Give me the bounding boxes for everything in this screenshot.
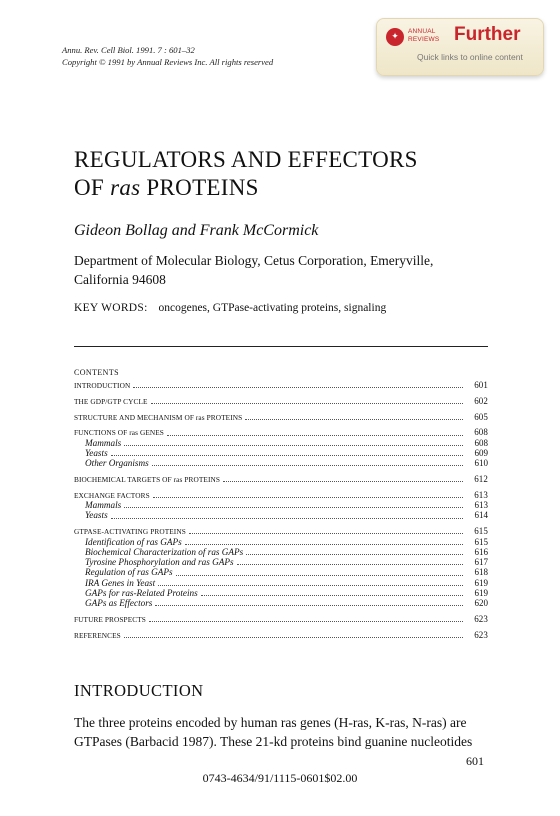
toc-entry-label: IRA Genes in Yeast <box>85 577 156 588</box>
toc-leader-dots <box>245 418 463 420</box>
toc-entry[interactable] <box>74 630 488 640</box>
toc-entry-page: 609 <box>474 447 488 458</box>
toc-entry-page: 617 <box>474 557 488 568</box>
toc-leader-dots <box>155 604 463 606</box>
toc-leader-dots <box>124 636 463 638</box>
toc-entry[interactable] <box>74 557 488 567</box>
affiliation <box>74 251 484 289</box>
toc-entry-label: REFERENCES <box>74 630 121 640</box>
toc-leader-dots <box>111 517 463 519</box>
toc-entry-page: 613 <box>474 500 488 511</box>
toc-entry[interactable] <box>74 412 488 422</box>
authors: Gideon Bollag and Frank McCormick <box>74 222 319 239</box>
affiliation-line-1: Department of Molecular Biology, Cetus Corporation, Emeryville, <box>74 253 434 268</box>
toc-entry-label: GAPs for ras-Related Proteins <box>85 588 198 599</box>
toc-entry-page: 615 <box>474 526 488 537</box>
toc-entry[interactable] <box>74 526 488 536</box>
toc-leader-dots <box>246 553 463 555</box>
toc-entry[interactable] <box>74 448 488 458</box>
toc-entry-page: 615 <box>474 536 488 547</box>
toc-entry[interactable] <box>74 588 488 598</box>
keywords <box>74 302 386 314</box>
citation-line-2: Copyright © 1991 by Annual Reviews Inc. All rights reserved <box>62 57 274 67</box>
toc-entry[interactable] <box>74 380 488 390</box>
toc-entry-label: EXCHANGE FACTORS <box>74 490 150 500</box>
title-line-2-post: PROTEINS <box>140 175 259 200</box>
toc-entry[interactable] <box>74 537 488 547</box>
toc-entry-label: FUTURE PROSPECTS <box>74 615 146 625</box>
banner-brand <box>408 28 439 43</box>
toc-entry-label: INTRODUCTION <box>74 381 131 390</box>
toc-entry-label: Tyrosine Phosphorylation and ras GAPs <box>85 557 234 568</box>
toc-entry[interactable] <box>74 500 488 510</box>
table-of-contents <box>74 380 488 640</box>
affiliation-line-2: California 94608 <box>74 272 166 287</box>
toc-entry-label: GAPs as Effectors <box>85 598 153 609</box>
toc-entry-page: 619 <box>474 588 488 599</box>
toc-entry[interactable] <box>74 510 488 520</box>
toc-entry-label: Biochemical Characterization of ras GAPs <box>85 546 244 557</box>
page-number: 601 <box>466 754 484 768</box>
banner-brand-line-1: ANNUAL <box>408 28 436 35</box>
toc-leader-dots <box>149 620 463 622</box>
toc-entry-label: Mammals <box>85 437 122 448</box>
toc-entry-label: Yeasts <box>85 447 108 458</box>
banner-brand-line-2: REVIEWS <box>408 35 440 43</box>
toc-leader-dots <box>151 402 463 404</box>
toc-entry-page: 608 <box>474 427 488 438</box>
toc-entry-label: Regulation of ras GAPs <box>85 567 173 578</box>
banner-subtitle: Quick links to online content <box>417 52 523 62</box>
title-line-2-italic: ras <box>110 175 141 200</box>
toc-leader-dots <box>223 480 463 482</box>
toc-entry-label: STRUCTURE AND MECHANISM OF ras PROTEINS <box>74 412 243 422</box>
toc-entry[interactable] <box>74 567 488 577</box>
toc-entry-label: Mammals <box>85 500 122 511</box>
toc-entry-label: Identification of ras GAPs <box>85 536 182 547</box>
toc-entry-page: 612 <box>474 474 488 485</box>
body-text <box>74 713 488 751</box>
toc-leader-dots <box>111 454 463 456</box>
toc-entry-label: THE GDP/GTP CYCLE <box>74 396 148 406</box>
toc-entry-page: 619 <box>474 577 488 588</box>
toc-leader-dots <box>185 543 463 545</box>
toc-leader-dots <box>133 386 463 388</box>
toc-entry-page: 601 <box>474 380 488 390</box>
toc-entry-page: 623 <box>474 629 488 640</box>
toc-leader-dots <box>237 563 463 565</box>
body-line-2: GTPases (Barbacid 1987). These 21-kd proteins bind guanine nucleotides <box>74 734 473 749</box>
toc-leader-dots <box>124 506 463 508</box>
toc-entry-page: 618 <box>474 567 488 578</box>
further-links-banner[interactable] <box>376 18 544 76</box>
toc-leader-dots <box>201 594 463 596</box>
toc-entry[interactable] <box>74 458 488 468</box>
toc-entry[interactable] <box>74 396 488 406</box>
toc-leader-dots <box>189 532 463 534</box>
citation-line-1: Annu. Rev. Cell Biol. 1991. 7 : 601–32 <box>62 45 195 55</box>
toc-entry-page: 608 <box>474 437 488 448</box>
toc-entry-page: 605 <box>474 411 488 422</box>
toc-leader-dots <box>176 574 463 576</box>
toc-entry[interactable] <box>74 427 488 437</box>
footer-code: 0743-4634/91/1115-0601$02.00 <box>202 771 358 785</box>
toc-leader-dots <box>153 496 463 498</box>
banner-further-label: Further <box>454 24 521 45</box>
toc-leader-dots <box>158 584 463 586</box>
toc-entry[interactable] <box>74 490 488 500</box>
toc-entry[interactable] <box>74 578 488 588</box>
title-line-2 <box>74 174 418 202</box>
contents-label: CONTENTS <box>74 368 119 377</box>
toc-entry-page: 602 <box>474 395 488 406</box>
toc-entry-label: GTPASE-ACTIVATING PROTEINS <box>74 527 186 537</box>
toc-entry-label: FUNCTIONS OF ras GENES <box>74 428 164 438</box>
toc-entry-page: 616 <box>474 546 488 557</box>
toc-entry-page: 610 <box>474 458 488 469</box>
toc-entry[interactable] <box>74 614 488 624</box>
section-divider <box>74 346 488 347</box>
keywords-value: oncogenes, GTPase-activating proteins, signaling <box>158 302 387 314</box>
toc-entry-page: 613 <box>474 489 488 500</box>
introduction-heading: INTRODUCTION <box>74 681 204 700</box>
title-line-1: REGULATORS AND EFFECTORS <box>74 147 418 172</box>
keywords-label: KEY WORDS: <box>74 302 148 314</box>
toc-entry-page: 623 <box>474 614 488 625</box>
toc-entry[interactable] <box>74 438 488 448</box>
toc-leader-dots <box>152 464 463 466</box>
toc-entry[interactable] <box>74 474 488 484</box>
journal-citation <box>62 44 273 68</box>
toc-leader-dots <box>124 444 463 446</box>
article-title <box>74 146 418 202</box>
body-line-1: The three proteins encoded by human ras genes (H-ras, K-ras, N-ras) are <box>74 715 467 730</box>
toc-entry-page: 614 <box>474 510 488 521</box>
toc-entry-label: Yeasts <box>85 510 108 521</box>
toc-leader-dots <box>167 434 463 436</box>
toc-entry[interactable] <box>74 598 488 608</box>
toc-entry[interactable] <box>74 547 488 557</box>
title-line-2-pre: OF <box>74 175 111 200</box>
annual-reviews-logo-icon: ✦ <box>386 28 404 46</box>
toc-entry-label: Other Organisms <box>85 458 149 469</box>
toc-entry-page: 620 <box>474 598 488 609</box>
toc-entry-label: BIOCHEMICAL TARGETS OF ras PROTEINS <box>74 475 221 485</box>
